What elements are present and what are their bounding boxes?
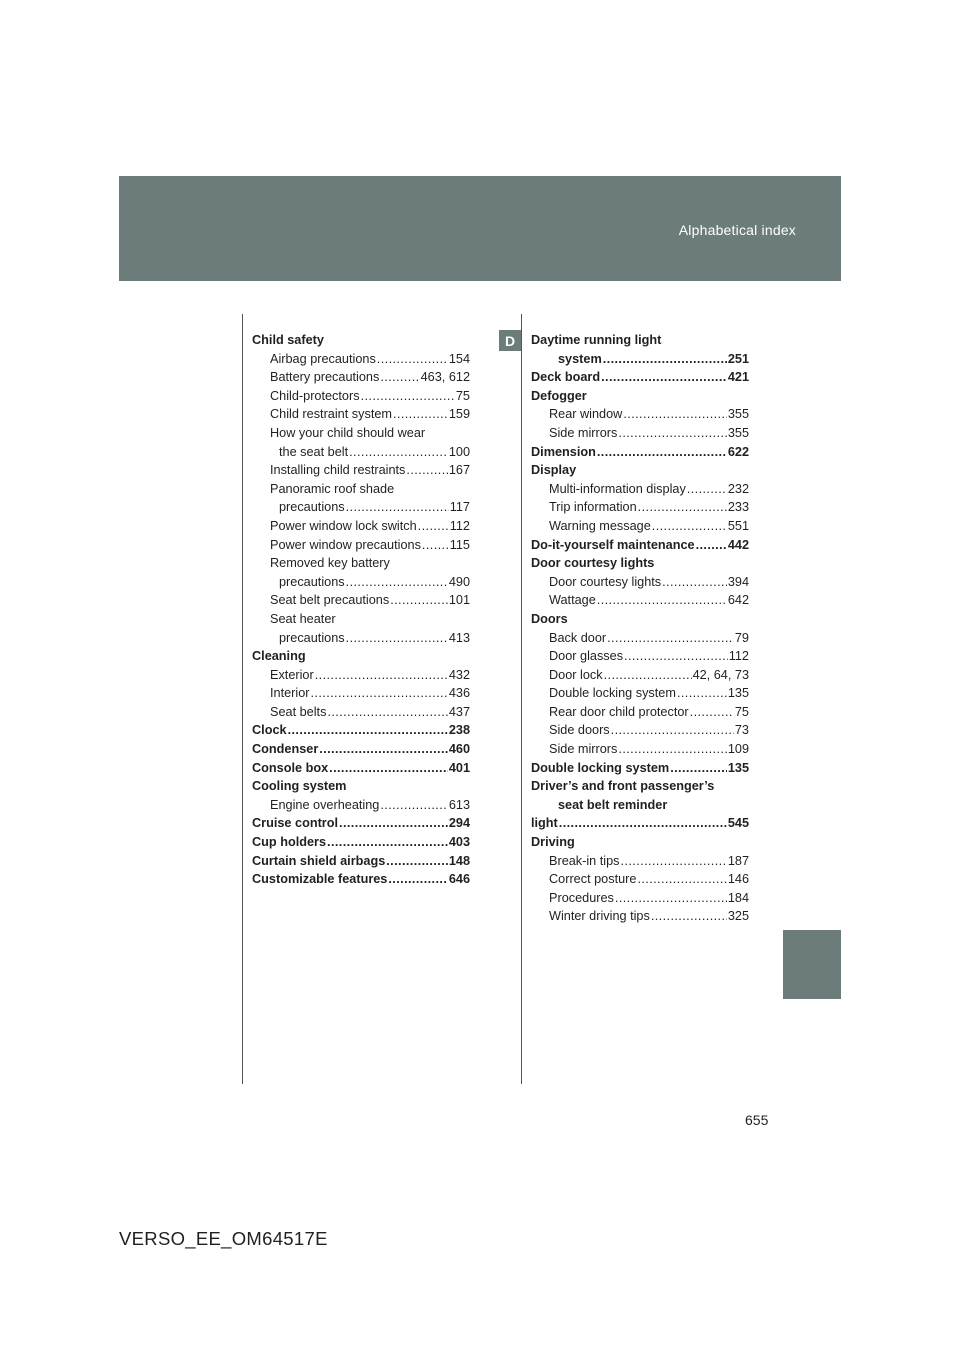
dot-leader	[601, 368, 727, 387]
index-entry	[531, 740, 749, 759]
index-entry	[252, 666, 470, 685]
index-entry	[531, 777, 749, 796]
index-entry-label: the seat belt	[279, 444, 349, 459]
index-entry	[252, 796, 470, 815]
index-entry-label: Driver’s and front passenger’s	[531, 779, 715, 794]
dot-leader	[662, 573, 727, 592]
index-entry-page[interactable]: 109	[727, 742, 749, 757]
section-letter-badge: D	[499, 330, 521, 351]
index-entry-label: Door courtesy lights	[549, 574, 662, 589]
index-entry-label: Curtain shield airbags	[252, 853, 386, 868]
index-entry	[252, 684, 470, 703]
index-entry-page[interactable]: 551	[727, 518, 749, 533]
index-entry-page[interactable]: 42, 64, 73	[692, 667, 749, 682]
index-entry	[252, 405, 470, 424]
dot-leader	[677, 684, 727, 703]
index-entry-label: Double locking system	[549, 686, 676, 701]
dot-leader	[377, 350, 448, 369]
index-entry-label: Double locking system	[531, 760, 670, 775]
index-entry-label: Seat belts	[270, 704, 327, 719]
index-entry	[531, 629, 749, 648]
index-entry-page[interactable]: 413	[448, 630, 470, 645]
dot-leader	[346, 629, 448, 648]
index-entry	[252, 498, 470, 517]
index-entry	[531, 331, 749, 350]
index-entry	[252, 852, 470, 871]
index-entry-page[interactable]: 75	[455, 388, 470, 403]
index-entry-label: Correct posture	[549, 872, 637, 887]
dot-leader	[597, 591, 727, 610]
index-entry	[252, 591, 470, 610]
index-entry-page[interactable]: 646	[448, 872, 470, 887]
index-entry	[531, 907, 749, 926]
index-entry-label: Door glasses	[549, 649, 624, 664]
index-entry	[531, 591, 749, 610]
index-entry-label: Driving	[531, 835, 575, 850]
index-entry	[531, 796, 749, 815]
index-entry	[531, 684, 749, 703]
dot-leader	[690, 703, 734, 722]
index-entry-label: light	[531, 816, 558, 831]
index-entry-page[interactable]: 154	[448, 351, 470, 366]
dot-leader	[618, 740, 726, 759]
index-entry-label: Back door	[549, 630, 607, 645]
index-entry	[252, 536, 470, 555]
index-entry-page[interactable]: 490	[448, 574, 470, 589]
dot-leader	[386, 852, 448, 871]
index-entry-label: Winter driving tips	[549, 909, 650, 924]
dot-leader	[637, 870, 726, 889]
index-entry	[531, 387, 749, 406]
index-column-left	[252, 331, 470, 889]
index-entry-page[interactable]: 135	[727, 686, 749, 701]
index-entry-page[interactable]: 622	[727, 444, 749, 459]
dot-leader	[422, 536, 449, 555]
dot-leader	[329, 759, 448, 778]
index-entry-label: How your child should wear	[270, 425, 426, 440]
dot-leader	[621, 852, 727, 871]
index-entry-label: Cruise control	[252, 816, 339, 831]
index-entry-page[interactable]: 75	[734, 704, 749, 719]
index-entry-label: precautions	[279, 630, 345, 645]
index-entry-page[interactable]: 117	[449, 500, 470, 515]
index-entry-label: Cup holders	[252, 835, 327, 850]
index-entry-label: Engine overheating	[270, 797, 380, 812]
index-entry-label: Rear door child protector	[549, 704, 689, 719]
index-entry-page[interactable]: 460	[448, 742, 470, 757]
index-entry-label: Installing child restraints	[270, 463, 406, 478]
index-entry-label: Battery precautions	[270, 370, 380, 385]
index-column-right	[531, 331, 749, 926]
index-entry-label: Power window lock switch	[270, 518, 417, 533]
index-entry-label: Interior	[270, 686, 310, 701]
index-entry	[252, 610, 470, 629]
index-entry	[531, 666, 749, 685]
index-entry	[252, 368, 470, 387]
index-entry-page[interactable]: 355	[727, 407, 749, 422]
index-entry-page[interactable]: 436	[448, 686, 470, 701]
dot-leader	[393, 405, 448, 424]
index-entry-page[interactable]: 101	[448, 593, 470, 608]
index-entry-page[interactable]: 442	[727, 537, 749, 552]
index-entry-page[interactable]: 437	[448, 704, 470, 719]
index-entry	[531, 889, 749, 908]
index-entry-label: Multi-information display	[549, 481, 686, 496]
index-entry	[252, 814, 470, 833]
index-entry-label: Seat heater	[270, 611, 336, 626]
index-entry-page[interactable]: 79	[734, 630, 749, 645]
index-entry-label: Panoramic roof shade	[270, 481, 395, 496]
index-entry	[531, 498, 749, 517]
index-entry-page[interactable]: 545	[727, 816, 749, 831]
index-entry-page[interactable]: 187	[727, 853, 749, 868]
index-entry-label: Seat belt precautions	[270, 593, 390, 608]
dot-leader	[390, 591, 448, 610]
dot-leader	[380, 796, 447, 815]
index-entry	[252, 703, 470, 722]
dot-leader	[346, 573, 448, 592]
index-entry	[531, 703, 749, 722]
index-entry-label: Console box	[252, 760, 329, 775]
index-entry	[531, 852, 749, 871]
index-entry-label: Display	[531, 463, 577, 478]
dot-leader	[597, 443, 727, 462]
dot-leader	[349, 443, 448, 462]
index-entry-label: Door courtesy lights	[531, 556, 655, 571]
index-entry	[531, 405, 749, 424]
index-entry	[252, 331, 470, 350]
dot-leader	[603, 350, 727, 369]
index-entry-label: Side mirrors	[549, 425, 618, 440]
index-entry-page[interactable]: 159	[448, 407, 470, 422]
index-entry-page[interactable]: 463, 612	[420, 370, 470, 385]
dot-leader	[288, 721, 448, 740]
index-entry	[252, 424, 470, 443]
dot-leader	[327, 703, 447, 722]
index-entry	[531, 721, 749, 740]
index-entry	[252, 777, 470, 796]
index-entry-label: system	[558, 351, 602, 366]
index-entry-page[interactable]: 355	[727, 425, 749, 440]
index-entry	[531, 368, 749, 387]
index-entry-label: Door lock	[549, 667, 603, 682]
index-entry-label: Airbag precautions	[270, 351, 376, 366]
index-entry-page[interactable]: 394	[727, 574, 749, 589]
index-entry-label: Condenser	[252, 742, 319, 757]
index-entry-page[interactable]: 100	[448, 444, 470, 459]
index-entry	[252, 554, 470, 573]
index-entry	[252, 721, 470, 740]
index-entry	[531, 536, 749, 555]
index-entry	[531, 759, 749, 778]
dot-leader	[361, 387, 455, 406]
index-entry-page[interactable]: 233	[727, 500, 749, 515]
index-entry-page[interactable]: 232	[727, 481, 749, 496]
index-entry-page[interactable]: 73	[734, 723, 749, 738]
index-entry	[252, 461, 470, 480]
index-entry-page[interactable]: 613	[448, 797, 470, 812]
dot-leader	[624, 647, 728, 666]
index-entry-label: Cooling system	[252, 779, 347, 794]
left-column-rule	[242, 314, 243, 1084]
section-title: Alphabetical index	[678, 222, 796, 238]
index-entry	[252, 350, 470, 369]
index-entry-page[interactable]: 432	[448, 667, 470, 682]
index-entry	[252, 759, 470, 778]
dot-leader	[615, 889, 727, 908]
index-entry-label: Customizable features	[252, 872, 388, 887]
index-entry	[531, 814, 749, 833]
dot-leader	[339, 814, 448, 833]
dot-leader	[670, 759, 727, 778]
index-entry-label: Side doors	[549, 723, 610, 738]
dot-leader	[388, 870, 447, 889]
index-entry-page[interactable]: 401	[448, 760, 470, 775]
index-entry-label: Child safety	[252, 333, 324, 347]
index-entry-page[interactable]: 238	[448, 723, 470, 738]
index-entry-label: Dimension	[531, 444, 596, 459]
index-entry-page[interactable]: 403	[448, 835, 470, 850]
dot-leader	[315, 666, 448, 685]
index-entry-page[interactable]: 251	[727, 351, 749, 366]
index-entry	[252, 517, 470, 536]
index-entry	[252, 387, 470, 406]
index-entry	[252, 629, 470, 648]
dot-leader	[696, 536, 727, 555]
index-entry	[252, 740, 470, 759]
middle-column-rule	[521, 314, 522, 1084]
index-entry-label: Power window precautions	[270, 537, 421, 552]
dot-leader	[380, 368, 419, 387]
page-number: 655	[745, 1112, 769, 1128]
index-entry	[531, 517, 749, 536]
index-entry-label: Defogger	[531, 388, 587, 403]
chapter-thumb-tab	[783, 930, 841, 999]
index-entry-label: Trip information	[549, 500, 637, 515]
index-entry-page[interactable]: 184	[727, 890, 749, 905]
index-entry-label: Clock	[252, 723, 287, 738]
dot-leader	[652, 517, 727, 536]
index-entry-page[interactable]: 115	[449, 537, 470, 552]
index-entry	[531, 480, 749, 499]
dot-leader	[604, 666, 692, 685]
index-entry-label: seat belt reminder	[558, 797, 668, 812]
dot-leader	[559, 814, 727, 833]
index-entry-page[interactable]: 167	[448, 463, 470, 478]
index-entry-label: Removed key battery	[270, 556, 390, 571]
index-entry-label: Procedures	[549, 890, 614, 905]
dot-leader	[618, 424, 726, 443]
index-entry-label: Doors	[531, 611, 568, 626]
index-entry-label: Exterior	[270, 667, 314, 682]
index-entry-label: Warning message	[549, 518, 651, 533]
index-entry	[252, 833, 470, 852]
dot-leader	[418, 517, 449, 536]
index-entry-page[interactable]: 325	[727, 909, 749, 924]
index-entry-page[interactable]: 642	[727, 593, 749, 608]
index-entry-page[interactable]: 112	[449, 518, 470, 533]
index-entry-label: precautions	[279, 574, 345, 589]
index-entry-label: Rear window	[549, 407, 623, 422]
header-band	[119, 176, 841, 281]
dot-leader	[651, 907, 727, 926]
dot-leader	[623, 405, 726, 424]
index-entry	[252, 870, 470, 889]
document-code: VERSO_EE_OM64517E	[119, 1228, 328, 1249]
index-entry	[531, 573, 749, 592]
index-entry-label: Wattage	[549, 593, 596, 608]
index-entry	[252, 573, 470, 592]
index-entry-label: Child restraint system	[270, 407, 392, 422]
dot-leader	[327, 833, 448, 852]
index-entry-label: precautions	[279, 500, 345, 515]
index-entry-page[interactable]: 148	[448, 853, 470, 868]
index-entry-label: Break-in tips	[549, 853, 620, 868]
index-entry-label: Child-protectors	[270, 388, 360, 403]
dot-leader	[406, 461, 447, 480]
index-entry	[531, 424, 749, 443]
index-entry-label: Side mirrors	[549, 742, 618, 757]
index-entry-label: Deck board	[531, 370, 601, 385]
dot-leader	[611, 721, 734, 740]
index-entry-page[interactable]: 421	[727, 370, 749, 385]
index-entry-page[interactable]: 294	[448, 816, 470, 831]
dot-leader	[607, 629, 734, 648]
index-entry-label: Daytime running light	[531, 333, 662, 347]
index-entry	[531, 833, 749, 852]
dot-leader	[311, 684, 448, 703]
index-entry-label: Do-it-yourself maintenance	[531, 537, 695, 552]
index-entry	[252, 480, 470, 499]
index-entry	[531, 870, 749, 889]
index-entry	[252, 443, 470, 462]
index-entry-label: Cleaning	[252, 649, 306, 664]
index-entry	[531, 554, 749, 573]
index-entry-page[interactable]: 146	[727, 872, 749, 887]
index-entry	[252, 647, 470, 666]
index-entry	[531, 461, 749, 480]
index-entry	[531, 443, 749, 462]
index-entry-page[interactable]: 112	[728, 649, 749, 664]
dot-leader	[638, 498, 727, 517]
index-entry-page[interactable]: 135	[727, 760, 749, 775]
index-entry	[531, 647, 749, 666]
dot-leader	[687, 480, 727, 499]
index-entry	[531, 350, 749, 369]
index-entry	[531, 610, 749, 629]
dot-leader	[346, 498, 449, 517]
dot-leader	[319, 740, 448, 759]
